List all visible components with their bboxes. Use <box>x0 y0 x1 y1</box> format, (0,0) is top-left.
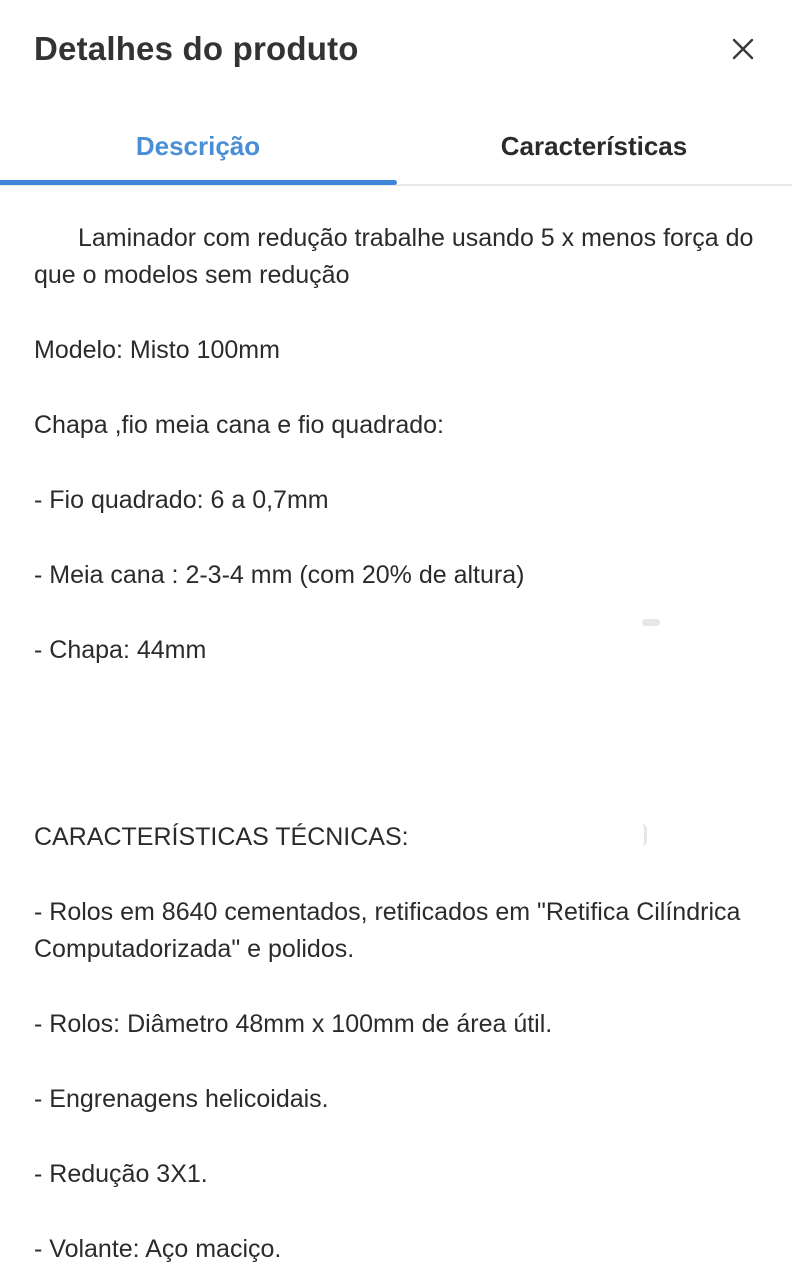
tab-caracteristicas[interactable]: Características <box>500 130 688 161</box>
tab-bar <box>0 108 792 186</box>
tab-descricao[interactable]: Descrição <box>135 130 261 161</box>
spec-item: - Chapa: 44mm <box>34 636 207 664</box>
page-title: Detalhes do produto <box>34 30 359 67</box>
tech-item: - Rolos: Diâmetro 48mm x 100mm de área útil. <box>34 1010 553 1038</box>
tech-heading: CARACTERÍSTICAS TÉCNICAS: <box>34 823 409 851</box>
spec-item: - Meia cana : 2-3-4 mm (com 20% de altura) <box>34 561 525 589</box>
faint-artifact <box>642 619 660 626</box>
tech-item: - Redução 3X1. <box>34 1160 208 1188</box>
faint-artifact <box>642 824 647 846</box>
model-line: Modelo: Misto 100mm <box>34 336 280 364</box>
description-content <box>34 220 764 1280</box>
spec-item: - Fio quadrado: 6 a 0,7mm <box>34 486 329 514</box>
close-button[interactable] <box>724 32 762 70</box>
close-icon <box>731 37 755 66</box>
blank-spacer <box>34 707 764 781</box>
tech-item: - Rolos em 8640 cementados, retificados em "Retifica Cilíndrica Computadorizada" e polidos. <box>34 898 741 963</box>
active-tab-indicator <box>0 180 397 185</box>
types-heading: Chapa ,fio meia cana e fio quadrado: <box>34 411 444 439</box>
sheet-header <box>0 0 792 100</box>
description-intro: Laminador com redução trabalhe usando 5 x menos força do que o modelos sem redução <box>34 224 754 289</box>
tech-item: - Engrenagens helicoidais. <box>34 1085 329 1113</box>
tech-item: - Volante: Aço maciço. <box>34 1235 282 1263</box>
